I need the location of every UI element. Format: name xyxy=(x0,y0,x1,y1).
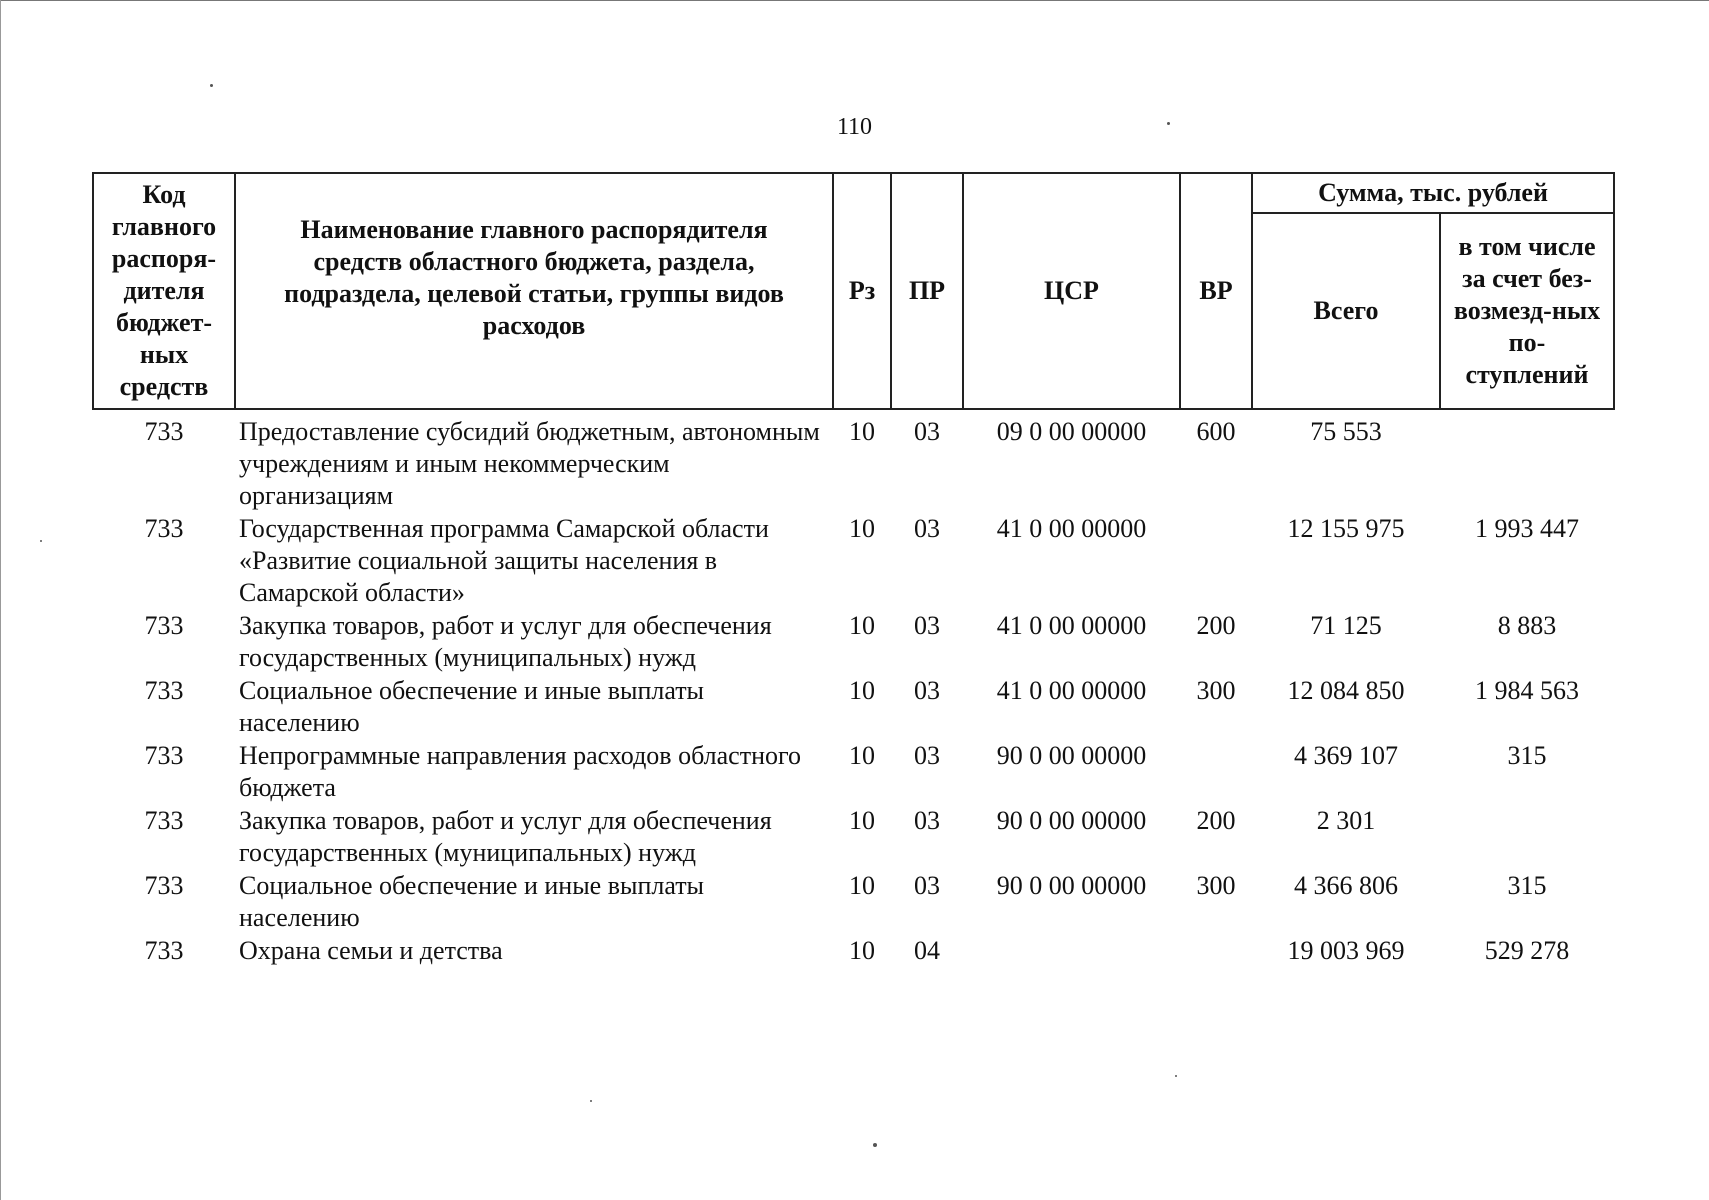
cell-csr: 90 0 00 00000 xyxy=(996,741,1147,770)
cell-total: 12 084 850 xyxy=(1287,676,1405,705)
cell-grants: 8 883 xyxy=(1497,611,1557,640)
cell-grants: 315 xyxy=(1507,741,1547,770)
scan-speck xyxy=(873,1143,877,1147)
cell-code: 733 xyxy=(144,806,184,835)
cell-csr: 09 0 00 00000 xyxy=(996,417,1147,446)
scan-speck xyxy=(590,1100,592,1102)
cell-vr xyxy=(1180,513,1252,610)
header-total: Всего xyxy=(1252,213,1440,409)
cell-total: 12 155 975 xyxy=(1287,514,1405,543)
cell-rz: 10 xyxy=(849,806,875,835)
header-grants: в том числе за счет без-возмезд-ных по-ступлений xyxy=(1440,213,1614,409)
header-pr: ПР xyxy=(891,173,963,409)
cell-code: 733 xyxy=(144,611,184,640)
cell-csr: 41 0 00 00000 xyxy=(996,611,1147,640)
header-rz: Рз xyxy=(833,173,891,409)
cell-name: Закупка товаров, работ и услуг для обеспечения государственных (муниципальных) нужд xyxy=(239,611,772,672)
scan-speck xyxy=(210,84,213,87)
scan-speck xyxy=(1175,1075,1177,1077)
scan-speck xyxy=(40,540,42,542)
cell-vr xyxy=(1180,935,1252,968)
table-row xyxy=(93,675,1614,740)
cell-total: 19 003 969 xyxy=(1287,936,1405,965)
cell-csr: 90 0 00 00000 xyxy=(996,871,1147,900)
cell-total: 2 301 xyxy=(1316,806,1376,835)
cell-csr: 90 0 00 00000 xyxy=(996,806,1147,835)
cell-total: 71 125 xyxy=(1310,611,1382,640)
header-sum: Сумма, тыс. рублей xyxy=(1252,173,1614,213)
header-code: Код главного распоря-дителя бюджет-ных средств xyxy=(93,173,235,409)
cell-grants: 529 278 xyxy=(1484,936,1570,965)
cell-code: 733 xyxy=(144,936,184,965)
cell-name: Социальное обеспечение и иные выплаты населению xyxy=(239,676,705,737)
cell-total: 75 553 xyxy=(1310,417,1382,446)
table-header xyxy=(93,173,1614,409)
cell-csr xyxy=(963,935,1180,968)
header-vr: ВР xyxy=(1180,173,1252,409)
scan-edge-top xyxy=(0,0,1709,1)
cell-grants: 1 993 447 xyxy=(1475,514,1579,543)
table-row xyxy=(93,870,1614,935)
cell-rz: 10 xyxy=(849,514,875,543)
cell-total: 4 369 107 xyxy=(1294,741,1398,770)
cell-vr: 200 xyxy=(1196,806,1236,835)
cell-name: Социальное обеспечение и иные выплаты населению xyxy=(239,871,705,932)
cell-grants xyxy=(1440,409,1614,513)
cell-name: Непрограммные направления расходов областного бюджета xyxy=(239,741,801,802)
cell-rz: 10 xyxy=(849,871,875,900)
cell-csr: 41 0 00 00000 xyxy=(996,676,1147,705)
scan-speck xyxy=(1167,122,1170,125)
cell-rz: 10 xyxy=(849,417,875,446)
cell-pr: 03 xyxy=(914,871,940,900)
cell-csr: 41 0 00 00000 xyxy=(996,514,1147,543)
cell-grants xyxy=(1440,805,1614,870)
cell-name: Охрана семьи и детства xyxy=(239,936,503,965)
page-number: 110 xyxy=(836,114,873,140)
cell-pr: 04 xyxy=(914,936,940,965)
table-row xyxy=(93,513,1614,610)
cell-vr: 200 xyxy=(1196,611,1236,640)
table-row xyxy=(93,409,1614,513)
cell-rz: 10 xyxy=(849,741,875,770)
cell-grants: 315 xyxy=(1507,871,1547,900)
cell-vr xyxy=(1180,740,1252,805)
cell-rz: 10 xyxy=(849,936,875,965)
budget-table xyxy=(92,172,1615,968)
cell-vr: 600 xyxy=(1196,417,1236,446)
cell-vr: 300 xyxy=(1196,871,1236,900)
table-row xyxy=(93,610,1614,675)
cell-vr: 300 xyxy=(1196,676,1236,705)
cell-name: Государственная программа Самарской области «Развитие социальной защиты населения в Самарской области» xyxy=(239,514,769,607)
cell-rz: 10 xyxy=(849,611,875,640)
table-row xyxy=(93,740,1614,805)
cell-pr: 03 xyxy=(914,806,940,835)
cell-grants: 1 984 563 xyxy=(1475,676,1579,705)
cell-pr: 03 xyxy=(914,514,940,543)
cell-code: 733 xyxy=(144,871,184,900)
cell-pr: 03 xyxy=(914,611,940,640)
table-row xyxy=(93,805,1614,870)
header-name: Наименование главного распорядителя средств областного бюджета, раздела, подраздела, целевой статьи, группы видов расходов xyxy=(235,173,833,409)
cell-code: 733 xyxy=(144,741,184,770)
header-csr: ЦСР xyxy=(963,173,1180,409)
cell-total: 4 366 806 xyxy=(1294,871,1398,900)
cell-name: Закупка товаров, работ и услуг для обеспечения государственных (муниципальных) нужд xyxy=(239,806,772,867)
cell-code: 733 xyxy=(144,417,184,446)
cell-name: Предоставление субсидий бюджетным, автономным учреждениям и иным некоммерческим организациям xyxy=(239,417,820,510)
table-body xyxy=(93,409,1614,968)
cell-rz: 10 xyxy=(849,676,875,705)
cell-code: 733 xyxy=(144,676,184,705)
scan-edge-left xyxy=(0,0,1,1200)
table-row xyxy=(93,935,1614,968)
cell-pr: 03 xyxy=(914,417,940,446)
cell-pr: 03 xyxy=(914,676,940,705)
cell-code: 733 xyxy=(144,514,184,543)
cell-pr: 03 xyxy=(914,741,940,770)
